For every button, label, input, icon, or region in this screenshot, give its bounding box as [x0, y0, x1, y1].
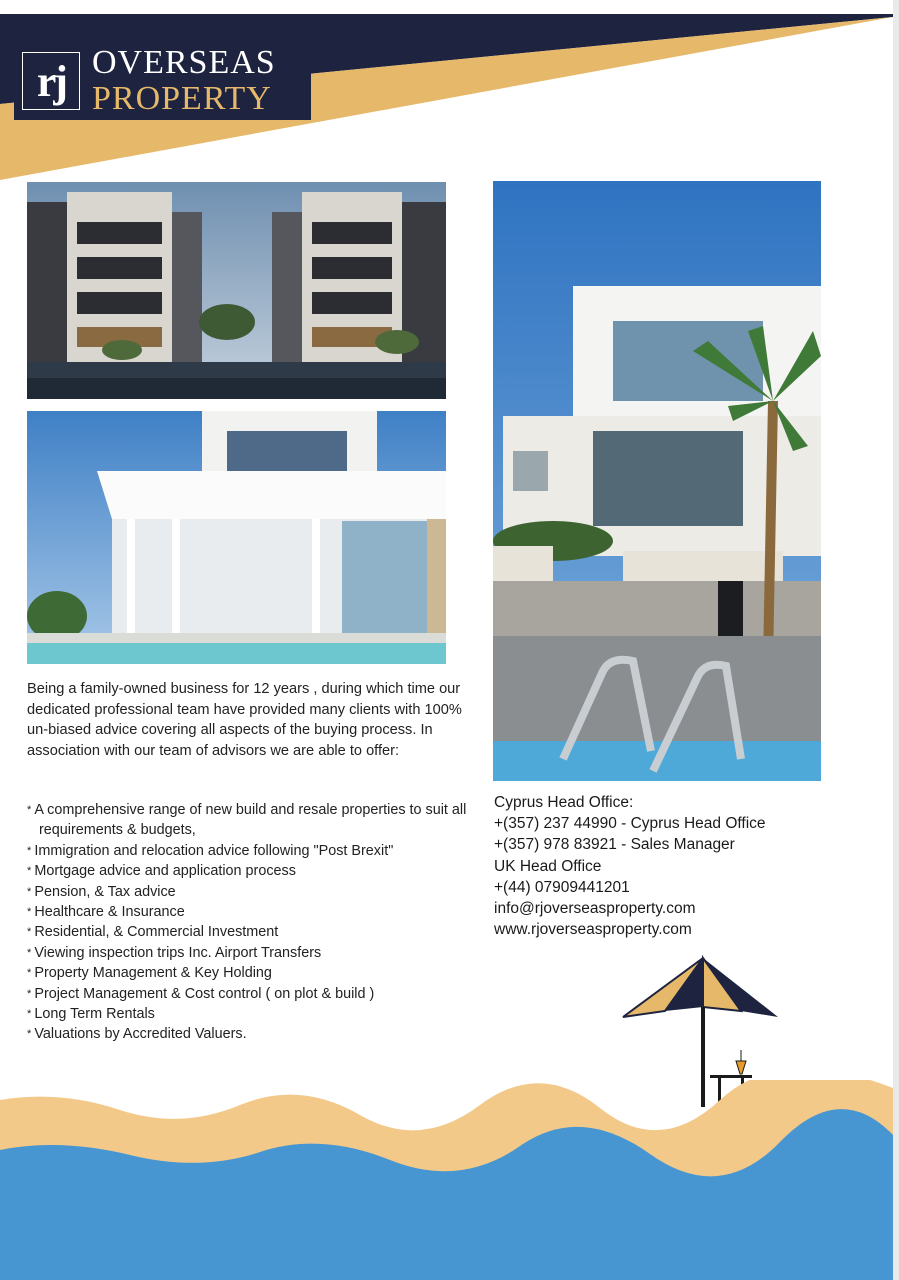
service-item: * Project Management & Cost control ( on plot & build )	[27, 984, 467, 1004]
services-list	[27, 800, 467, 1045]
service-item: * Property Management & Key Holding	[27, 963, 467, 983]
sales-manager-phone[interactable]: +(357) 978 83921 - Sales Manager	[494, 836, 735, 854]
cyprus-office-phone[interactable]: +(357) 237 44990 - Cyprus Head Office	[494, 815, 766, 833]
email-link[interactable]: info@rjoverseasproperty.com	[494, 900, 696, 918]
logo-wordmark	[92, 46, 276, 116]
service-item: * Immigration and relocation advice following "Post Brexit"	[27, 841, 467, 861]
cyprus-office-label: Cyprus Head Office:	[494, 794, 634, 811]
service-item: * Valuations by Accredited Valuers.	[27, 1024, 467, 1044]
service-item: * Viewing inspection trips Inc. Airport Transfers	[27, 943, 467, 963]
photo-apartment-blocks	[27, 182, 446, 399]
company-logo	[14, 42, 311, 120]
website-link[interactable]: www.rjoverseasproperty.com	[494, 921, 692, 939]
logo-line-property: PROPERTY	[92, 80, 272, 117]
photo-villa-pool	[27, 411, 446, 664]
service-item: * Mortgage advice and application process	[27, 861, 467, 881]
uk-office-phone[interactable]: +(44) 07909441201	[494, 878, 630, 896]
service-item: * Healthcare & Insurance	[27, 902, 467, 922]
service-item: * Long Term Rentals	[27, 1004, 467, 1024]
uk-office-label: UK Head Office	[494, 857, 602, 875]
logo-line-overseas: OVERSEAS	[92, 44, 276, 81]
rj-monogram: rj	[22, 52, 80, 110]
photo-villa-palm	[493, 181, 821, 781]
sea-and-sand-waves	[0, 1080, 893, 1280]
service-item: * A comprehensive range of new build and resale properties to suit all requirements & budgets,	[27, 800, 467, 841]
service-item: * Residential, & Commercial Investment	[27, 922, 467, 942]
service-item: * Pension, & Tax advice	[27, 882, 467, 902]
intro-paragraph: Being a family-owned business for 12 years , during which time our dedicated professional team have provided many clients with 100% un-biased advice covering all aspects of the buying process. In association with our team of advisors we are able to offer:	[27, 681, 462, 759]
contact-block	[494, 792, 766, 940]
